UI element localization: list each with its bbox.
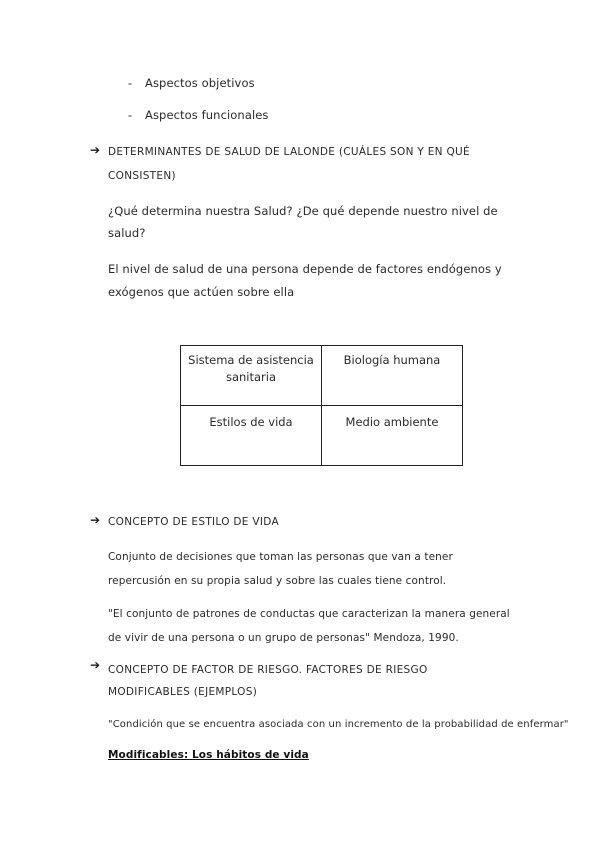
arrow-bullet-icon: ➔ [90,658,101,672]
risk-factor-quote: "Condición que se encuentra asociada con un incremento de la probabilidad de enfermar" [108,719,569,730]
table-cell-healthcare-system: Sistema de asistencia sanitaria [181,346,322,406]
arrow-bullet-icon: ➔ [90,143,101,157]
table-row [181,406,463,466]
section-heading-lifestyle: CONCEPTO DE ESTILO DE VIDA [108,516,279,528]
table-cell-lifestyle: Estilos de vida [181,406,322,466]
dash-bullet: - [128,108,133,122]
lifestyle-definition: Conjunto de decisiones que toman las personas que van a tener repercusión en su propia salud y sobre las cuales tiene control. [108,551,453,587]
lifestyle-quote: "El conjunto de patrones de conductas que caracterizan la manera general de vivir de una persona o un grupo de personas" Mendoza, 1990. [108,608,510,644]
list-item-functional-aspects: Aspectos funcionales [145,108,269,122]
dash-bullet: - [128,76,133,90]
modifiable-subheading: Modificables: Los hábitos de vida [108,749,309,761]
table-row [181,346,463,406]
table-cell-human-biology: Biología humana [322,346,463,406]
health-level-paragraph: El nivel de salud de una persona depende de factores endógenos y exógenos que actúen sobre ella [108,262,502,299]
section-heading-lalonde: DETERMINANTES DE SALUD DE LALONDE (CUÁLES SON Y EN QUÉ [108,146,470,158]
section-heading-lalonde-cont: CONSISTEN) [108,170,176,182]
table-cell-environment: Medio ambiente [322,406,463,466]
arrow-bullet-icon: ➔ [90,513,101,527]
question-paragraph: ¿Qué determina nuestra Salud? ¿De qué depende nuestro nivel de salud? [108,204,498,240]
section-heading-risk-factor: CONCEPTO DE FACTOR DE RIESGO. FACTORES DE RIESGO MODIFICABLES (EJEMPLOS) [108,664,428,698]
lalonde-determinants-table [180,345,463,466]
list-item-objective-aspects: Aspectos objetivos [145,76,255,90]
